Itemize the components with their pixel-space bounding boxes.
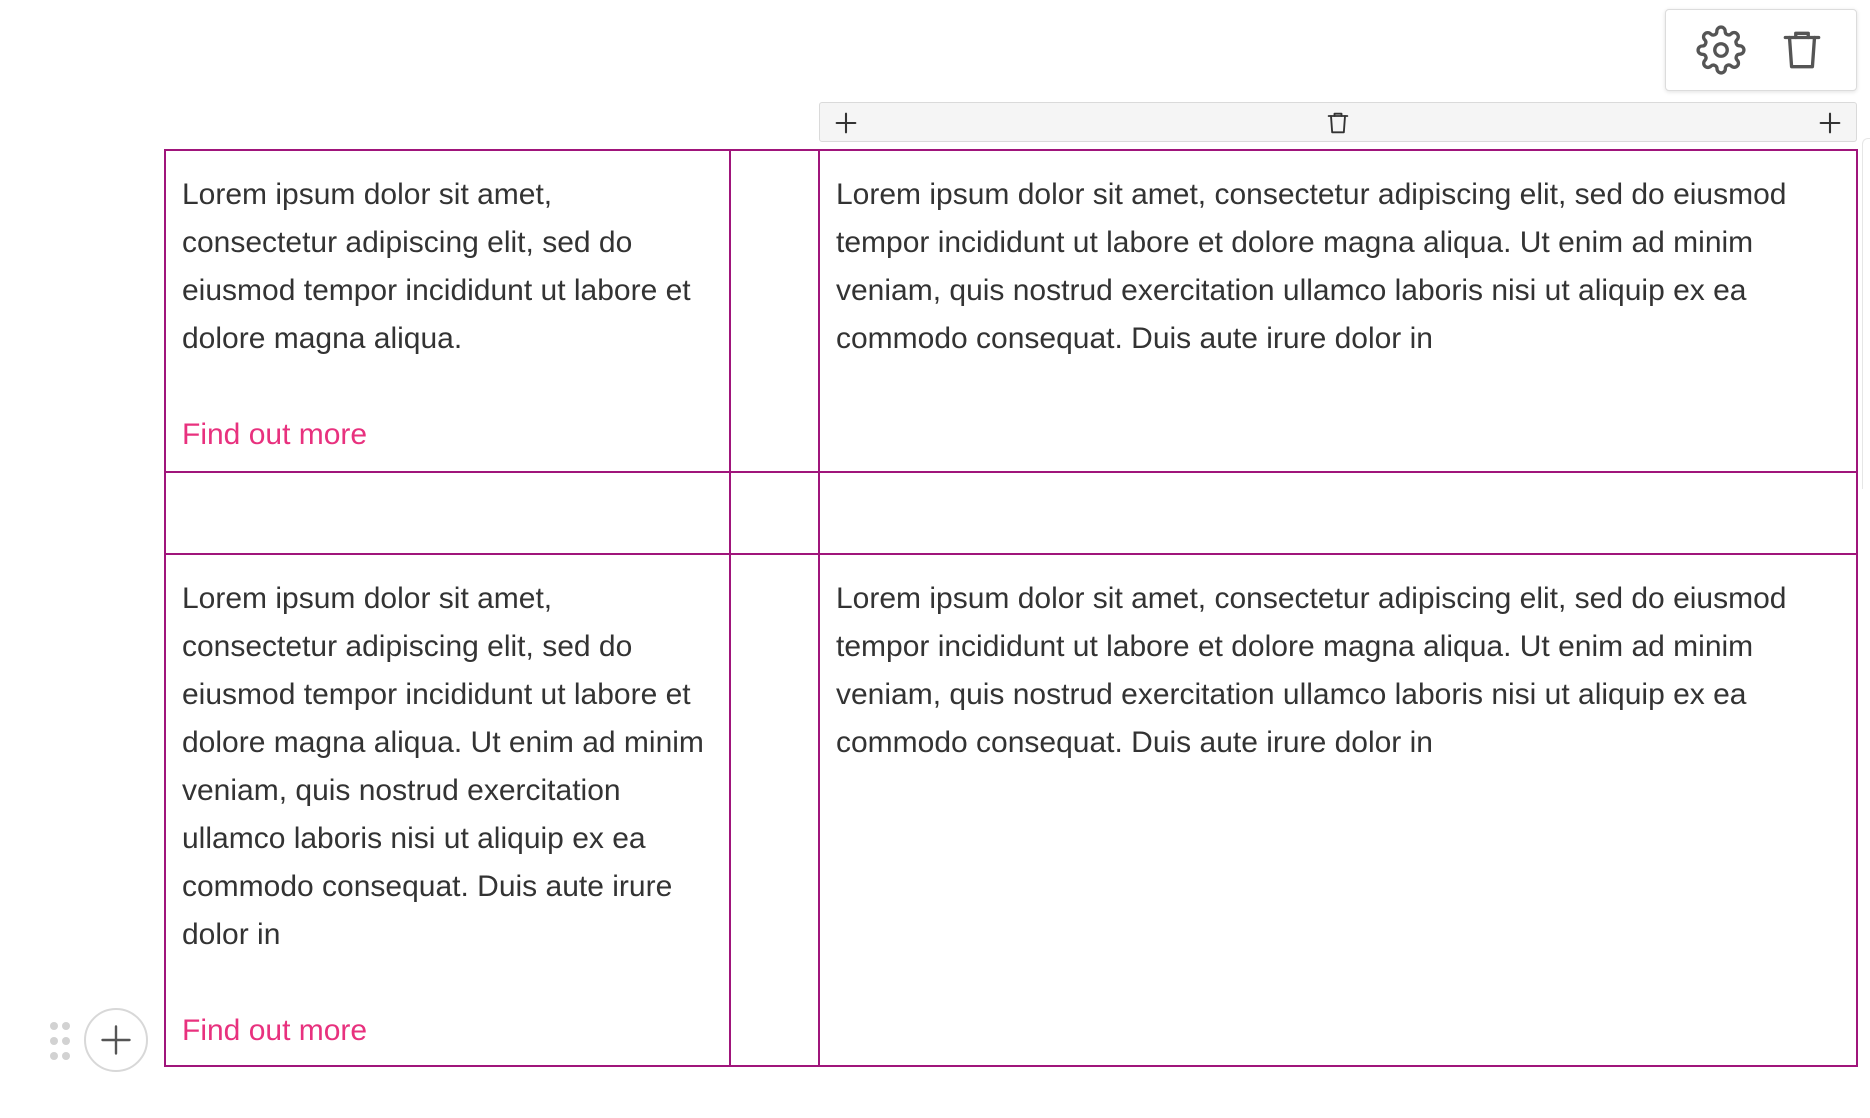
cell-r3-c1[interactable] [166, 555, 729, 1065]
find-out-more-link[interactable]: Find out more [182, 1014, 368, 1047]
cell-r3-c3[interactable] [820, 555, 1856, 1065]
find-out-more-link[interactable]: Find out more [182, 418, 368, 451]
cell-r2-c3[interactable] [820, 473, 1856, 553]
cell-text[interactable]: Lorem ipsum dolor sit amet, consectetur adipiscing elit, sed do eiusmod tempor incididunt ut labore et dolore magna aliqua. [182, 178, 691, 355]
cell-r1-c1[interactable] [166, 151, 729, 471]
add-block-button[interactable] [84, 1008, 148, 1072]
scroll-edge [1862, 138, 1870, 489]
cell-text[interactable]: Lorem ipsum dolor sit amet, consectetur adipiscing elit, sed do eiusmod tempor incididunt ut labore et dolore magna aliqua. Ut enim ad minim veniam, quis nostrud exercitation ullamco laboris nisi ut aliquip ex ea commodo consequat. Duis aute irure dolor in [836, 582, 1787, 759]
block-delete-button[interactable] [1773, 21, 1831, 79]
cell-r2-c2[interactable] [731, 473, 818, 553]
delete-column-button[interactable] [1322, 107, 1354, 139]
cell-r1-c2[interactable] [731, 151, 818, 471]
layout-grid [164, 149, 1858, 1067]
plus-icon [1816, 109, 1844, 137]
drag-handle-icon[interactable] [50, 1022, 72, 1060]
plus-icon [832, 109, 860, 137]
block-settings-button[interactable] [1692, 21, 1750, 79]
trash-icon [1324, 109, 1352, 137]
plus-icon [98, 1022, 134, 1058]
cell-r1-c3[interactable] [820, 151, 1856, 471]
cell-text[interactable]: Lorem ipsum dolor sit amet, consectetur adipiscing elit, sed do eiusmod tempor incididunt ut labore et dolore magna aliqua. Ut enim ad minim veniam, quis nostrud exercitation ullamco laboris nisi ut aliquip ex ea commodo consequat. Duis aute irure dolor in [836, 178, 1787, 355]
add-column-left-button[interactable] [830, 107, 862, 139]
cell-r2-c1[interactable] [166, 473, 729, 553]
cell-r3-c2[interactable] [731, 555, 818, 1065]
block-toolbar [1665, 9, 1857, 91]
gear-icon [1696, 25, 1746, 75]
cell-text[interactable]: Lorem ipsum dolor sit amet, consectetur adipiscing elit, sed do eiusmod tempor incididunt ut labore et dolore magna aliqua. Ut enim ad minim veniam, quis nostrud exercitation ullamco laboris nisi ut aliquip ex ea commodo consequat. Duis aute irure dolor in [182, 582, 704, 951]
trash-icon [1777, 25, 1827, 75]
column-control-bar [819, 102, 1857, 142]
add-column-right-button[interactable] [1814, 107, 1846, 139]
